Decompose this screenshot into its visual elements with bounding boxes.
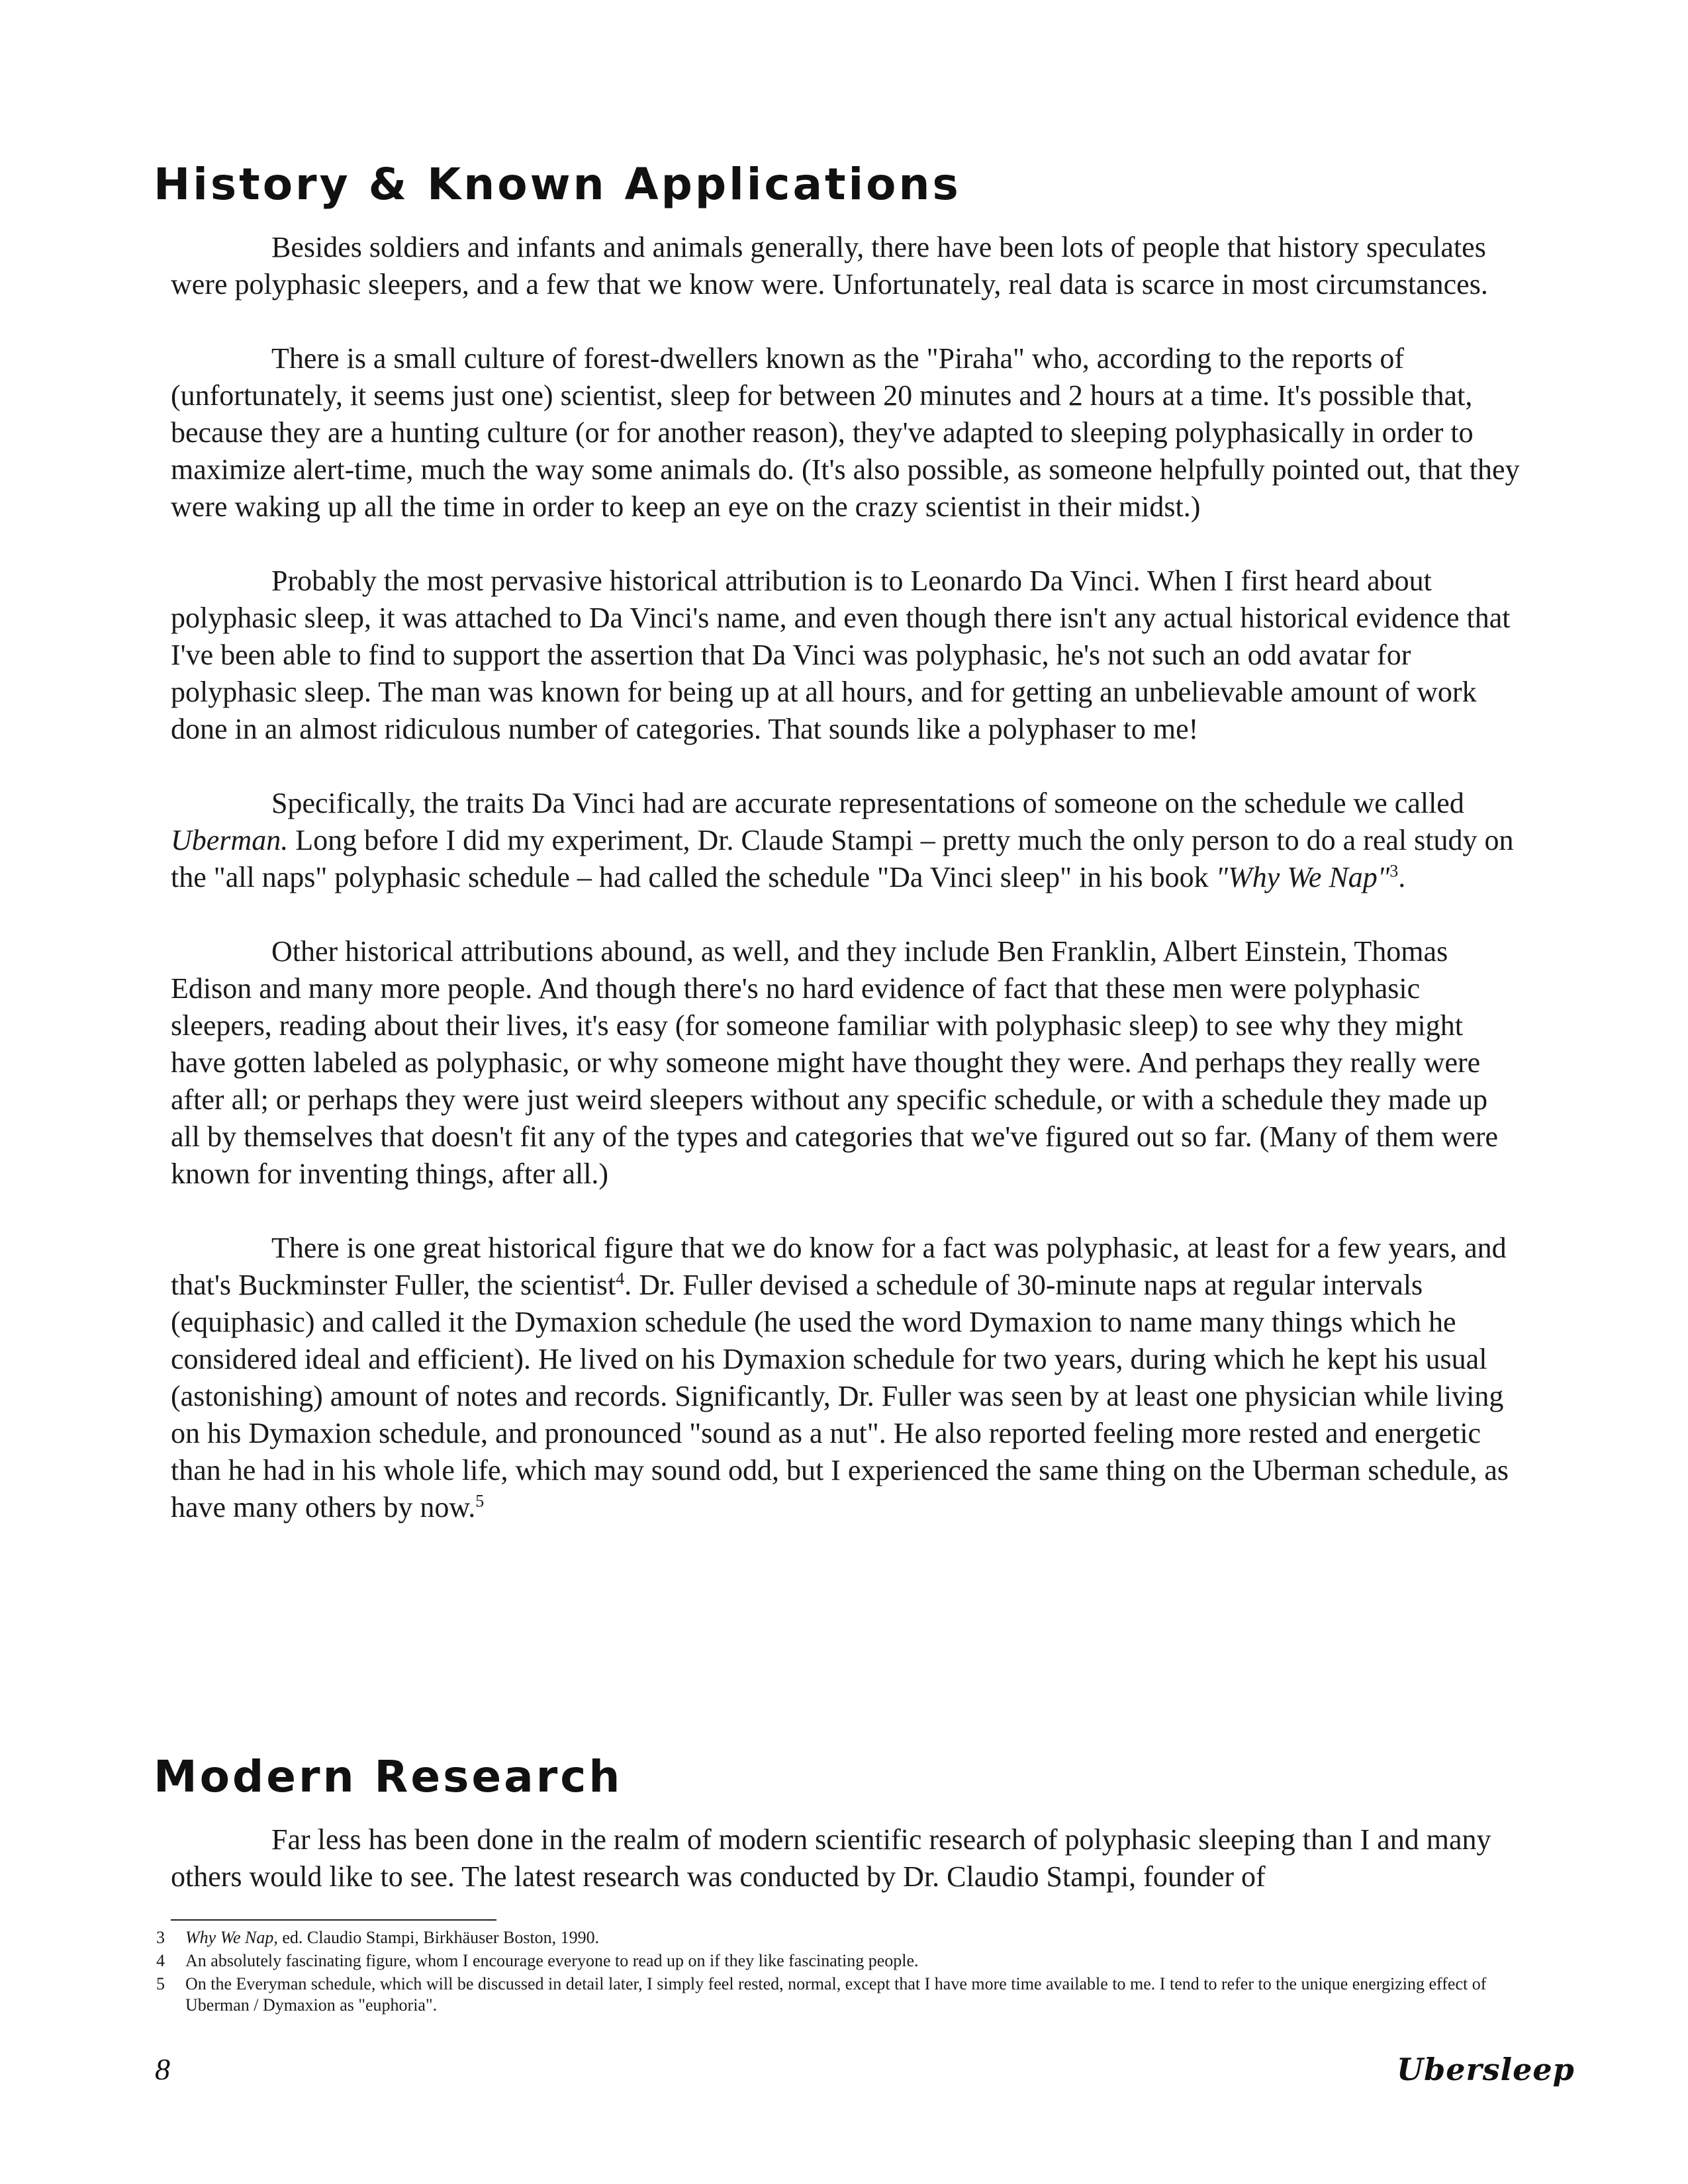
- section-body-history: [171, 229, 1523, 1563]
- paragraph-fuller: There is one great historical figure that we do know for a fact was polyphasic, at least for a few years, and that's Buckminster Fuller, the scientist$^4$. Dr. Fuller devised a schedule of 30-minute naps at regular intervals (equiphasic) and called it the Dymaxion schedule (he used the word Dymaxion to name many things which he considered ideal and efficient). He lived on his Dymaxion schedule for two years, during which he kept his usual (astonishing) amount of notes and records. Significantly, Dr. Fuller was seen by at least one physician while living on his Dymaxion schedule, and pronounced "sound as a nut". He also reported feeling more rested and energetic than he had in his whole life, which may sound odd, but I experienced the same thing on the Uberman schedule, as have many others by now.$^5$: [171, 1232, 1509, 1524]
- footnote-ref-3[interactable]: 3: [1389, 861, 1399, 881]
- footnote-3: 3 Why We Nap, ed. Claudio Stampi, Birkhäuser Boston, 1990.: [156, 1928, 600, 1947]
- paragraph: Probably the most pervasive historical attribution is to Leonardo Da Vinci. When I first heard about polyphasic sleep, it was attached to Da Vinci's name, and even though there isn't any actual historical evidence that I've been able to find to support the assertion that Da Vinci was polyphasic, he's not such an odd avatar for polyphasic sleep. The man was known for being up at all hours, and for getting an unbelievable amount of work done in an almost ridiculous number of categories. That sounds like a polyphaser to me!: [171, 565, 1511, 745]
- section-heading-modern-research: Modern Research: [154, 1751, 623, 1802]
- footnote-ref-4[interactable]: 4: [616, 1269, 625, 1289]
- paragraph: Other historical attributions abound, as well, and they include Ben Franklin, Albert Einstein, Thomas Edison and many more people. And though there's no hard evidence of fact that these men were polyphasic sleepers, reading about their lives, it's easy (for someone familiar with polyphasic sleep) to see why they might have gotten labeled as polyphasic, or why someone might have thought they were. And perhaps they really were after all; or perhaps they were just weird sleepers without any specific schedule, or with a schedule they made up all by themselves that doesn't fit any of the types and categories that we've figured out so far. (Many of them were known for inventing things, after all.): [171, 935, 1499, 1190]
- footnote-5: 5 On the Everyman schedule, which will be discussed in detail later, I simply feel rested, normal, except that I have more time available to me. I tend to refer to the unique energizing effect of Uberman / Dymaxion as "euphoria".: [156, 1974, 1487, 2015]
- book-title: "Why We Nap": [1215, 861, 1390, 893]
- section-body-modern-research: [171, 1821, 1523, 1895]
- ubersleep-logo: Ubersleep: [1397, 2052, 1575, 2087]
- uberman-term: Uberman.: [171, 824, 289, 856]
- footnote-divider: [171, 1919, 496, 1921]
- page-number: 8: [155, 2052, 170, 2086]
- footnote-4: 4 An absolutely fascinating figure, whom I encourage everyone to read up on if they like fascinating people.: [156, 1951, 919, 1970]
- footnotes: [156, 1927, 1526, 2018]
- paragraph: There is a small culture of forest-dwellers known as the "Piraha" who, according to the reports of (unfortunately, it seems just one) scientist, sleep for between 20 minutes and 2 hours at a time. It's possible that, because they are a hunting culture (or for another reason), they've adapted to sleeping polyphasically in order to maximize alert-time, much the way some animals do. (It's also possible, as someone helpfully pointed out, that they were waking up all the time in order to keep an eye on the crazy scientist in their midst.): [171, 342, 1520, 523]
- paragraph-davinci: Specifically, the traits Da Vinci had are accurate representations of someone on the schedule we called Uberman. Long before I did my experiment, Dr. Claude Stampi – pretty much the only person to do a real study on the "all naps" polyphasic schedule – had called the schedule "Da Vinci sleep" in his book "Why We Nap"$^3$.: [171, 787, 1514, 893]
- paragraph: Far less has been done in the realm of modern scientific research of polyphasic sleeping than I and many others would like to see. The latest research was conducted by Dr. Claudio Stampi, founder of: [171, 1823, 1491, 1893]
- section-heading-history: History & Known Applications: [154, 159, 961, 210]
- footnote-ref-5[interactable]: 5: [475, 1491, 485, 1511]
- paragraph: Besides soldiers and infants and animals generally, there have been lots of people that history speculates were polyphasic sleepers, and a few that we know were. Unfortunately, real data is scarce in most circumstances.: [171, 231, 1488, 300]
